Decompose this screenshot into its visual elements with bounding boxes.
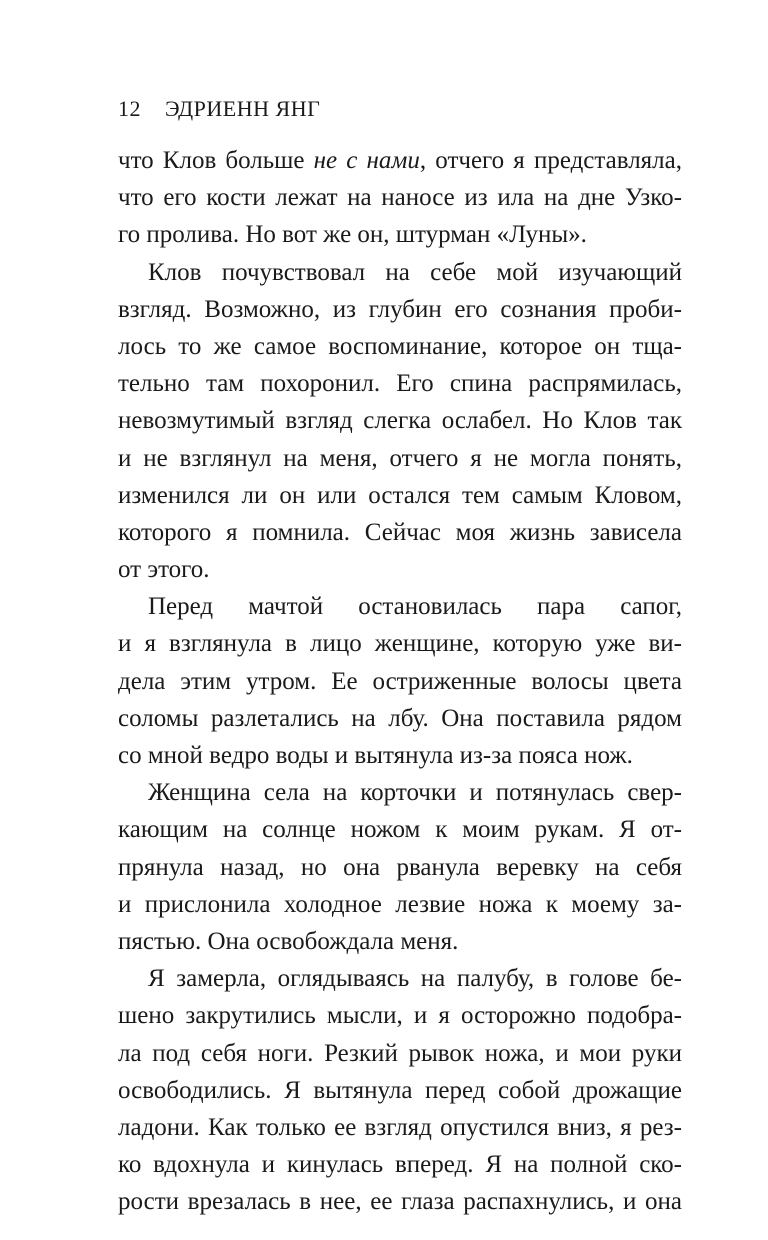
text-line: Перед мачтой остановилась пара сапог,	[148, 593, 682, 621]
text-line: Я замерла, оглядываясь на палубу, в голове бе-	[148, 965, 682, 993]
paragraph	[118, 254, 682, 589]
text-line: что Клов больше не с нами, отчего я представляла,	[118, 147, 682, 174]
text-line: тельно там похоронил. Его спина распрямилась,	[118, 370, 682, 398]
text-line: пястью. Она освобождала меня.	[118, 927, 459, 955]
text-line: что его кости лежат на наносе из ила на дне Узко-	[118, 184, 682, 212]
italic-phrase: не с нами	[313, 147, 420, 174]
text-line: соломы разлетались на лбу. Она поставила рядом	[118, 704, 682, 732]
text-line: ла под себя ноги. Резкий рывок ножа, и мои руки	[118, 1039, 682, 1067]
text-line: лось то же самое воспоминание, которое он тща-	[118, 332, 682, 360]
running-header	[118, 94, 320, 124]
text-line: освободились. Я вытянула перед собой дрожащие	[118, 1076, 682, 1104]
text-line: Женщина села на корточки и потянулась свер-	[148, 779, 682, 807]
text-line: со мной ведро воды и вытянула из-за пояса нож.	[118, 742, 633, 769]
paragraph	[118, 774, 682, 960]
author-name: ЭДРИЕНН ЯНГ	[165, 96, 321, 121]
text-line: дела этим утром. Ее остриженные волосы цвета	[118, 667, 682, 695]
text-line: и я взглянула в лицо женщине, которую уже ви-	[118, 630, 682, 658]
paragraph	[118, 960, 682, 1220]
paragraph	[118, 588, 682, 774]
text-line: невозмутимый взгляд слегка ослабел. Но Клов так	[118, 407, 682, 435]
text-line: Клов почувствовал на себе мой изучающий	[148, 258, 682, 286]
paragraph	[118, 142, 682, 254]
text-line: от этого.	[118, 556, 210, 584]
text-line: кающим на солнце ножом к моим рукам. Я от-	[118, 816, 682, 844]
text-line: прянула назад, но она рванула веревку на себя	[118, 853, 682, 881]
body-text	[118, 142, 682, 1220]
text-line: ко вдохнула и кинулась вперед. Я на полной ско-	[118, 1151, 682, 1179]
text-line: го пролива. Но вот же он, штурман «Луны».	[118, 221, 587, 249]
text-line: и не взглянул на меня, отчего я не могла понять,	[118, 444, 682, 472]
text-line: которого я помнила. Сейчас моя жизнь зависела	[118, 518, 682, 546]
text-line: изменился ли он или остался тем самым Кловом,	[118, 481, 682, 509]
text-line: рости врезалась в нее, ее глаза распахнулись, и она	[118, 1188, 682, 1216]
text-line: и прислонила холодное лезвие ножа к моему за-	[118, 890, 682, 918]
text-line: взгляд. Возможно, из глубин его сознания проби-	[118, 295, 682, 323]
page-number: 12	[118, 96, 141, 121]
text-line: ладони. Как только ее взгляд опустился вниз, я рез-	[118, 1113, 682, 1141]
text-line: шено закрутились мысли, и я осторожно подобра-	[118, 1002, 682, 1030]
